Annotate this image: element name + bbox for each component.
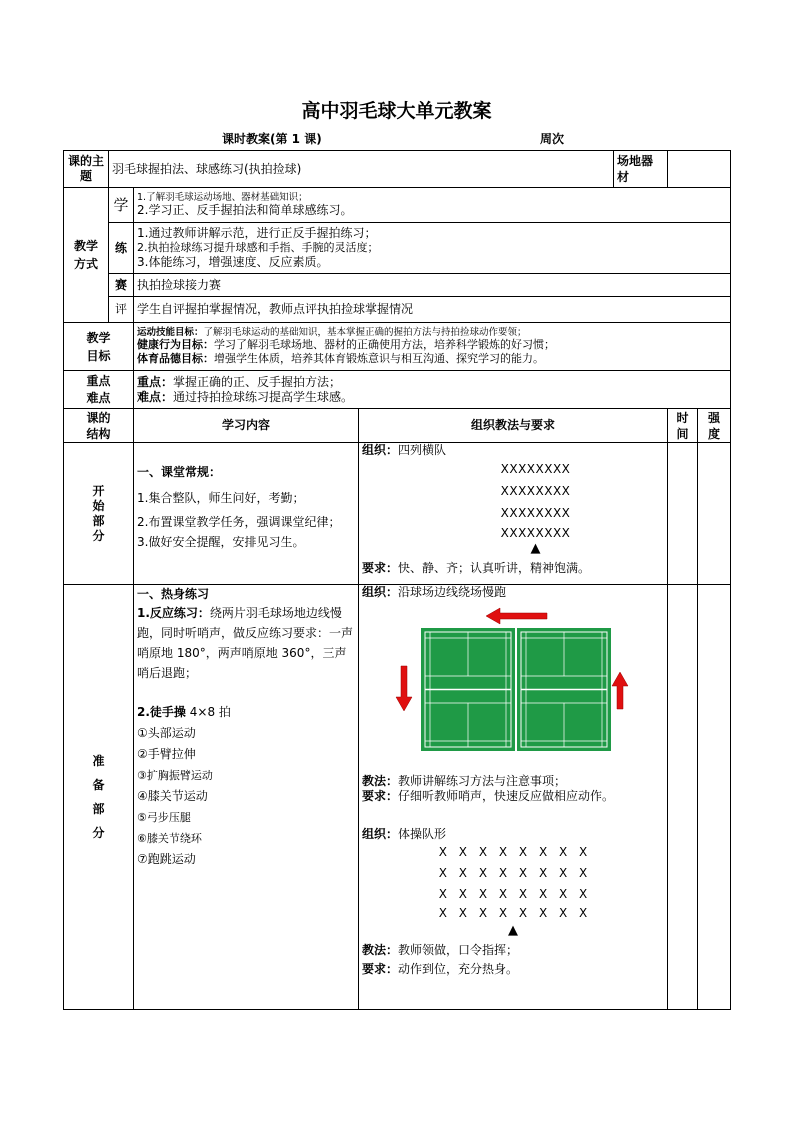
start-formation-row-2: XXXXXXXX	[500, 484, 571, 498]
method-learn-line1: 1.了解羽毛球运动场地、器材基础知识；	[137, 192, 308, 203]
method-key-practice: 练	[109, 223, 134, 274]
prep-method-2: 教法：教师领做，口令指挥；	[362, 943, 519, 957]
court-right	[517, 628, 611, 751]
prep-org-2: 组织：体操队形	[362, 827, 447, 841]
start-step-2: 2.布置课堂教学任务，强调课堂纪律；	[137, 515, 341, 529]
reaction-drill: 1.反应练习：绕两片羽毛球场地边线慢跑，同时听哨声，做反应练习要求：一声哨原地 180°，两声哨原地 360°，三声哨后退跑；	[137, 606, 354, 680]
gym-formation-row-4: X X X X X X X X	[438, 906, 588, 920]
exercise-4: ④膝关节运动	[137, 789, 208, 803]
header-structure: 课的结构	[64, 409, 134, 443]
gym-formation-row-2: X X X X X X X X	[438, 866, 588, 880]
keypoints-content	[134, 371, 731, 409]
warmup-title: 一、热身练习	[137, 587, 210, 601]
goal-health: 健康行为目标：学习了解羽毛球场地、器材的正确使用方法，培养科学锻炼的好习惯；	[137, 338, 555, 351]
arrow-up-icon	[612, 672, 628, 709]
method-key-evaluate: 评	[109, 297, 134, 323]
start-formation-row-1: XXXXXXXX	[500, 462, 571, 476]
prep-intensity	[698, 585, 731, 1010]
start-section-label: 开始部分	[64, 443, 134, 585]
start-requirement: 要求：快、静、齐；认真听讲，精神饱满。	[362, 561, 591, 575]
start-intensity	[698, 443, 731, 585]
methods-label: 教学方式	[64, 188, 109, 323]
method-practice-line3: 3.体能练习，增强速度、反应素质。	[137, 255, 329, 269]
prep-section-label: 准备部分	[64, 585, 134, 1010]
exercise-6: ⑥膝关节绕环	[137, 832, 202, 845]
exercise-1: ①头部运动	[137, 726, 196, 740]
gym-formation-row-3: X X X X X X X X	[438, 887, 588, 901]
method-practice-line1: 1.通过教师讲解示范，进行正反手握拍练习；	[137, 226, 377, 240]
prep-requirement-1: 要求：仔细听教师哨声，快速反应做相应动作。	[362, 789, 615, 803]
goals-label: 教学目标	[64, 323, 134, 371]
week-label: 周次	[540, 132, 565, 146]
header-org: 组织教法与要求	[359, 409, 668, 443]
header-time: 时间	[668, 409, 698, 443]
method-key-compete: 赛	[109, 274, 134, 297]
court-left	[421, 628, 515, 751]
start-time	[668, 443, 698, 585]
start-formation-row-4: XXXXXXXX	[500, 526, 571, 540]
prep-content	[134, 585, 359, 1010]
method-key-learn: 学	[109, 188, 134, 223]
keypoint-difficulty: 难点：通过持拍捡球练习提高学生球感。	[137, 389, 354, 404]
method-evaluate-content: 学生自评握拍掌握情况，教师点评执拍捡球掌握情况	[134, 297, 731, 323]
start-org	[359, 443, 668, 585]
exercise-3: ③扩胸振臂运动	[137, 769, 213, 782]
gym-formation-row-1: X X X X X X X X	[438, 845, 588, 859]
teacher-triangle-icon: ▲	[530, 541, 541, 556]
start-content	[134, 443, 359, 585]
goal-skill: 运动技能目标：了解羽毛球运动的基础知识，基本掌握正确的握拍方法与持拍捡球动作要领；	[137, 327, 527, 338]
exercise-7: ⑦跑跳运动	[137, 852, 196, 866]
start-step-1: 1.集合整队，师生问好，考勤；	[137, 491, 305, 505]
start-section-row	[64, 443, 731, 585]
goal-morality: 体育品德目标：增强学生体质，培养其体育锻炼意识与相互沟通、探究学习的能力。	[137, 352, 544, 365]
prep-time	[668, 585, 698, 1010]
venue-value	[668, 151, 731, 188]
venue-label: 场地器材	[614, 151, 668, 188]
exercise-5: ⑤弓步压腿	[137, 811, 191, 824]
method-practice-line2: 2.执拍捡球练习提升球感和手指、手腕的灵活度；	[137, 241, 379, 254]
arrow-down-icon	[396, 666, 412, 711]
keypoints-label: 重点难点	[64, 371, 134, 409]
start-content-title: 一、课堂常规：	[137, 465, 222, 479]
goals-content	[134, 323, 731, 371]
start-org-line: 组织：四列横队	[362, 443, 447, 457]
teacher-triangle-icon-2: ▲	[508, 923, 518, 938]
badminton-courts-diagram	[362, 602, 662, 752]
topic-label: 课的主题	[64, 151, 109, 188]
header-content: 学习内容	[134, 409, 359, 443]
prep-method: 教法：教师讲解练习方法与注意事项；	[362, 774, 567, 788]
free-exercise-title: 2.徒手操 4×8 拍	[137, 705, 231, 719]
prep-org	[359, 585, 668, 1010]
method-practice-content	[134, 223, 731, 274]
section-header-row	[64, 409, 731, 443]
exercise-2: ②手臂拉伸	[137, 747, 196, 761]
topic-content: 羽毛球握拍法、球感练习(执拍捡球)	[109, 151, 614, 188]
arrow-left-icon	[486, 608, 547, 624]
lesson-plan-table	[63, 150, 731, 1010]
topic-row	[64, 151, 731, 188]
start-step-3: 3.做好安全提醒，安排见习生。	[137, 535, 305, 549]
prep-section-row	[64, 585, 731, 1010]
method-compete-content: 执拍捡球接力赛	[134, 274, 731, 297]
lesson-number: 课时教案(第 1 课)	[222, 132, 322, 146]
method-learn-line2: 2.学习正、反手握拍法和简单球感练习。	[137, 203, 353, 217]
prep-requirement-2: 要求：动作到位，充分热身。	[362, 962, 519, 976]
keypoint-focus: 重点：掌握正确的正、反手握拍方法；	[137, 374, 342, 389]
document-title: 高中羽毛球大单元教案	[301, 100, 492, 122]
header-intensity: 强度	[698, 409, 731, 443]
start-formation-row-3: XXXXXXXX	[500, 506, 571, 520]
method-learn-content	[134, 188, 731, 223]
prep-org-line: 组织：沿球场边线绕场慢跑	[362, 585, 507, 599]
